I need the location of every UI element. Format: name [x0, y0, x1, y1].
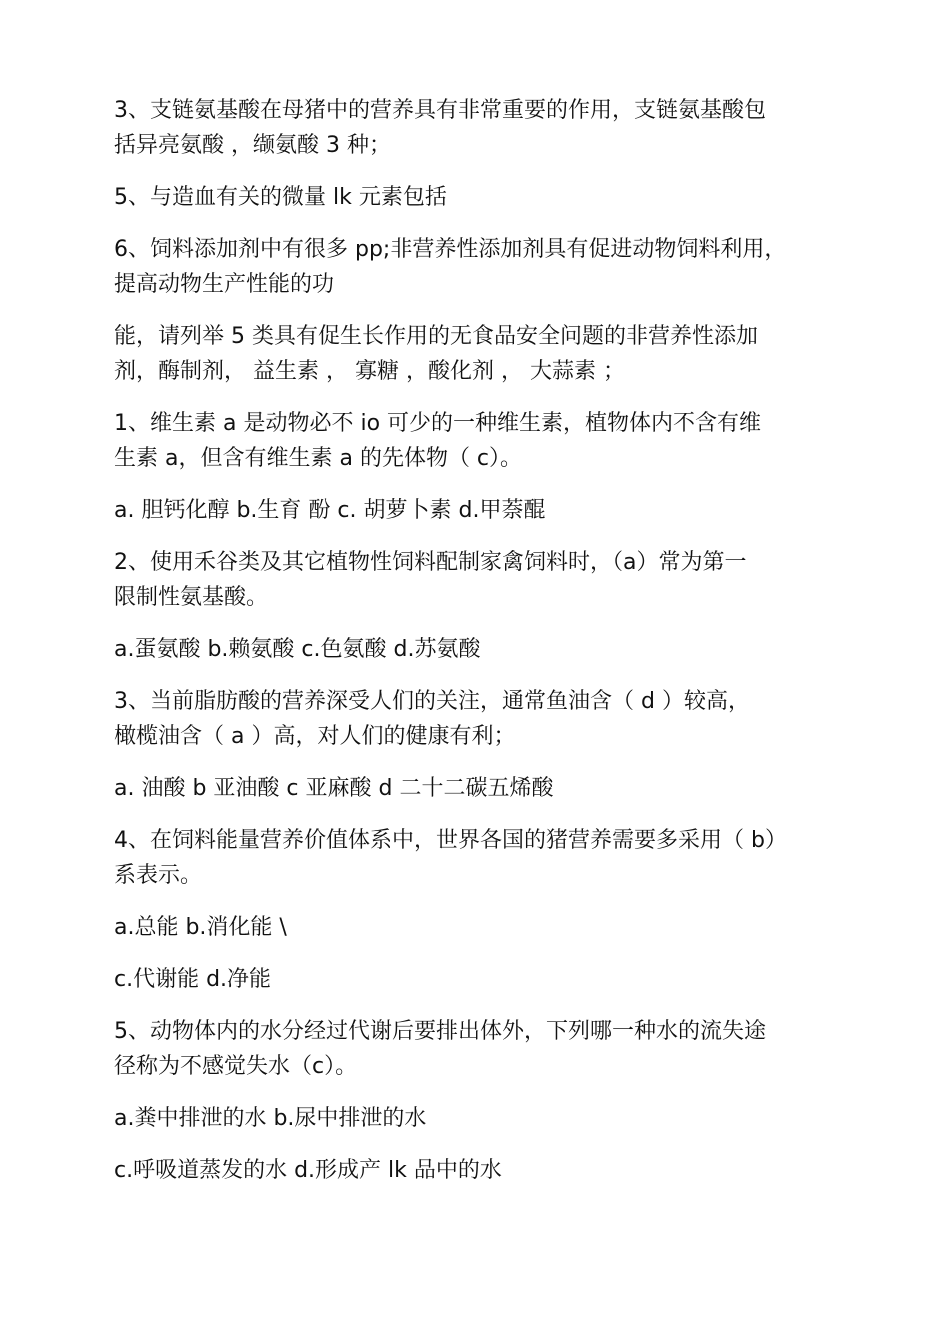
text-line: 3、当前脂肪酸的营养深受人们的关注，通常鱼油含（ d ）较高， — [114, 689, 750, 714]
text-line: c.呼吸道蒸发的水 d.形成产 lk 品中的水 — [114, 1158, 502, 1183]
text-line: 橄榄油含（ a ）高，对人们的健康有利； — [114, 724, 516, 749]
text-line: 系表示。 — [114, 863, 203, 888]
text-line: a.总能 b.消化能 \ — [114, 915, 287, 940]
text-line: 4、在饲料能量营养价值体系中，世界各国的猪营养需要多采用（ b） — [114, 828, 787, 853]
text-line: 限制性氨基酸。 — [114, 585, 269, 610]
text-line: 5、与造血有关的微量 lk 元素包括 — [114, 185, 447, 210]
text-line: c.代谢能 d.净能 — [114, 967, 272, 992]
text-line: 提高动物生产性能的功 — [114, 272, 335, 297]
text-line: 生素 a，但含有维生素 a 的先体物（ c）。 — [114, 446, 523, 471]
text-line: 剂，酶制剂， 益生素 ， 寡糖 ，酸化剂 ， 大蒜素 ； — [114, 359, 625, 384]
text-line: 3、支链氨基酸在母猪中的营养具有非常重要的作用，支链氨基酸包 — [114, 98, 766, 123]
text-line: a.粪中排泄的水 b.尿中排泄的水 — [114, 1106, 427, 1131]
text-line: a. 胆钙化醇 b.生育 酚 c. 胡萝卜素 d.甲萘醌 — [114, 498, 546, 523]
text-line: 5、动物体内的水分经过代谢后要排出体外，下列哪一种水的流失途 — [114, 1019, 766, 1044]
text-line: 6、饲料添加剂中有很多 pp;非营养性添加剂具有促进动物饲料利用， — [114, 237, 787, 262]
text-line: a.蛋氨酸 b.赖氨酸 c.色氨酸 d.苏氨酸 — [114, 637, 481, 662]
text-line: 1、维生素 a 是动物必不 io 可少的一种维生素，植物体内不含有维 — [114, 411, 762, 436]
text-line: 能，请列举 5 类具有促生长作用的无食品安全问题的非营养性添加 — [114, 324, 758, 349]
text-line: a. 油酸 b 亚油酸 c 亚麻酸 d 二十二碳五烯酸 — [114, 776, 554, 801]
text-line: 径称为不感觉失水（c）。 — [114, 1054, 358, 1079]
text-line: 括异亮氨酸 ，缬氨酸 3 种； — [114, 133, 391, 158]
text-line: 2、使用禾谷类及其它植物性饲料配制家禽饲料时，（a）常为第一 — [114, 550, 747, 575]
